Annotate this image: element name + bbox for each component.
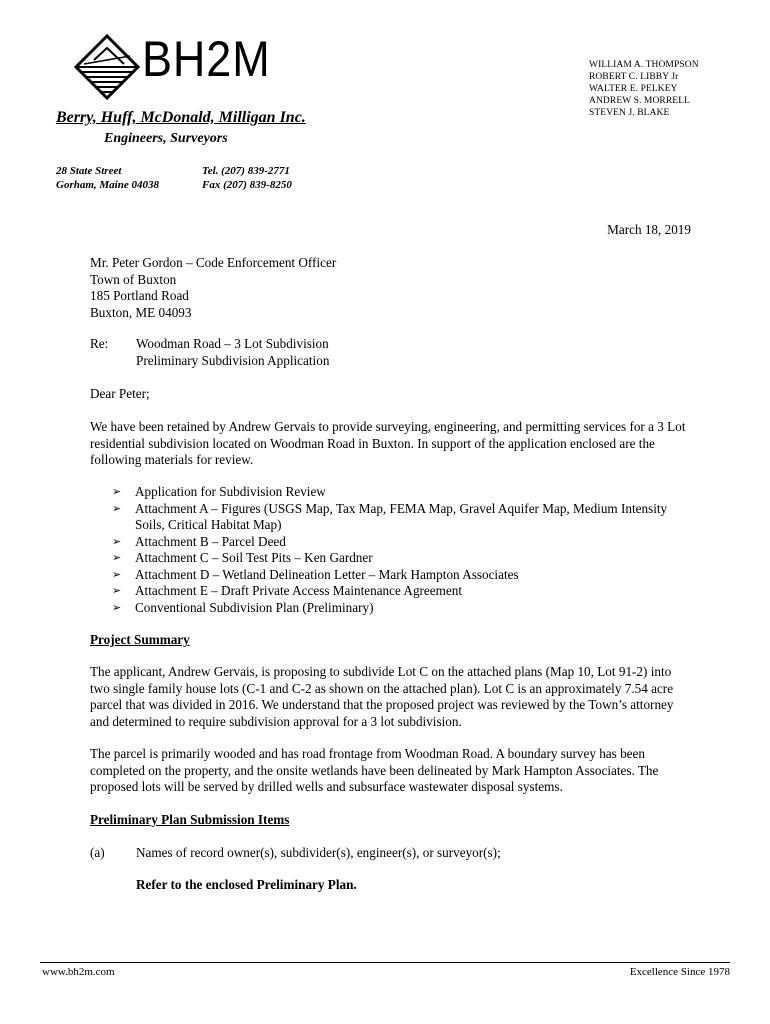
- list-item: [112, 550, 672, 567]
- footer-tagline: Excellence Since 1978: [629, 966, 730, 978]
- bh2m-logo-mark: [72, 34, 142, 104]
- submission-items-heading: Preliminary Plan Submission Items: [90, 812, 290, 827]
- list-item: [112, 484, 672, 501]
- firm-subtitle: Engineers, Surveyors: [104, 131, 228, 146]
- attachment-list: [112, 484, 672, 616]
- arrow-bullet-icon: ➢: [112, 534, 122, 548]
- street-address: 28 State Street: [56, 165, 122, 177]
- arrow-bullet-icon: ➢: [112, 600, 122, 614]
- list-item-text: Attachment E – Draft Private Access Maintenance Agreement: [135, 583, 463, 598]
- item-a-label: (a): [90, 845, 105, 860]
- firm-name: Berry, Huff, McDonald, Milligan Inc.: [56, 109, 306, 126]
- address-block: [56, 164, 316, 192]
- list-item-text: Application for Subdivision Review: [135, 484, 326, 499]
- arrow-bullet-icon: ➢: [112, 485, 122, 498]
- partner-list: [589, 59, 699, 119]
- subject-line: Woodman Road – 3 Lot Subdivision: [136, 336, 329, 351]
- list-item: [112, 567, 672, 584]
- city-address: Gorham, Maine 04038: [56, 179, 159, 191]
- intro-paragraph: We have been retained by Andrew Gervais to provide surveying, engineering, and permitting services for a 3 Lot residential subdivision located on Woodman Road in Buxton. In support of the application enclosed are the following materials for review.: [90, 419, 686, 467]
- list-item: [112, 501, 672, 534]
- footer-website: www.bh2m.com: [42, 966, 115, 978]
- item-a-text: Names of record owner(s), subdivider(s), engineer(s), or surveyor(s);: [136, 845, 501, 860]
- footer-divider: [40, 962, 730, 963]
- list-item-text: Attachment C – Soil Test Pits – Ken Gardner: [135, 550, 373, 565]
- partner-name: ANDREW S. MORRELL: [589, 96, 691, 106]
- partner-name: ROBERT C. LIBBY Jr: [589, 72, 679, 82]
- list-item-text: Attachment D – Wetland Delineation Letter – Mark Hampton Associates: [135, 566, 519, 582]
- summary-paragraph-1: The applicant, Andrew Gervais, is proposing to subdivide Lot C on the attached plans (Map 10, Lot 91-2) into two single family house lots (C-1 and C-2 as shown on the attached plan). Lot C is an approximately 7.54 acre parcel that was divided in 2016. We understand that the proposed project was reviewed by the Town’s attorney and determined to require subdivision approval for a 3 lot subdivision.: [90, 664, 674, 729]
- subject-block: [90, 336, 690, 369]
- recipient-block: [90, 255, 336, 321]
- letter-date: March 18, 2019: [607, 222, 691, 237]
- list-item-text: Attachment B – Parcel Deed: [135, 533, 286, 549]
- list-item-text: Attachment A – Figures (USGS Map, Tax Map, FEMA Map, Gravel Aquifer Map, Medium Intensity Soils, Critical Habitat Map): [135, 500, 668, 532]
- subject-line: Preliminary Subdivision Application: [136, 352, 330, 368]
- list-item: [112, 600, 672, 617]
- re-label: Re:: [90, 336, 109, 351]
- arrow-bullet-icon: ➢: [112, 501, 122, 515]
- recipient-line: Town of Buxton: [90, 271, 177, 287]
- arrow-bullet-icon: ➢: [112, 567, 122, 581]
- fax: Fax (207) 839-8250: [202, 179, 292, 191]
- arrow-bullet-icon: ➢: [112, 584, 122, 597]
- partner-name: STEVEN J. BLAKE: [589, 108, 670, 118]
- list-item: [112, 534, 672, 551]
- partner-name: WILLIAM A. THOMPSON: [589, 60, 699, 70]
- salutation: Dear Peter;: [90, 386, 150, 401]
- arrow-bullet-icon: ➢: [112, 551, 122, 564]
- partner-name: WALTER E. PELKEY: [589, 84, 678, 94]
- recipient-line: Mr. Peter Gordon – Code Enforcement Officer: [90, 255, 337, 270]
- project-summary-heading: Project Summary: [90, 632, 190, 647]
- recipient-line: Buxton, ME 04093: [90, 304, 192, 320]
- summary-paragraph-2: The parcel is primarily wooded and has road frontage from Woodman Road. A boundary survey has been completed on the property, and the onsite wetlands have been delineated by Mark Hampton Associates. The proposed lots will be served by drilled wells and subsurface wastewater disposal systems.: [90, 746, 659, 794]
- recipient-line: 185 Portland Road: [90, 288, 189, 303]
- list-item-text: Conventional Subdivision Plan (Preliminary): [135, 599, 374, 615]
- logo-text: BH2M: [142, 31, 271, 87]
- item-a-response: Refer to the enclosed Preliminary Plan.: [136, 877, 357, 892]
- telephone: Tel. (207) 839-2771: [202, 165, 290, 177]
- list-item: [112, 583, 672, 600]
